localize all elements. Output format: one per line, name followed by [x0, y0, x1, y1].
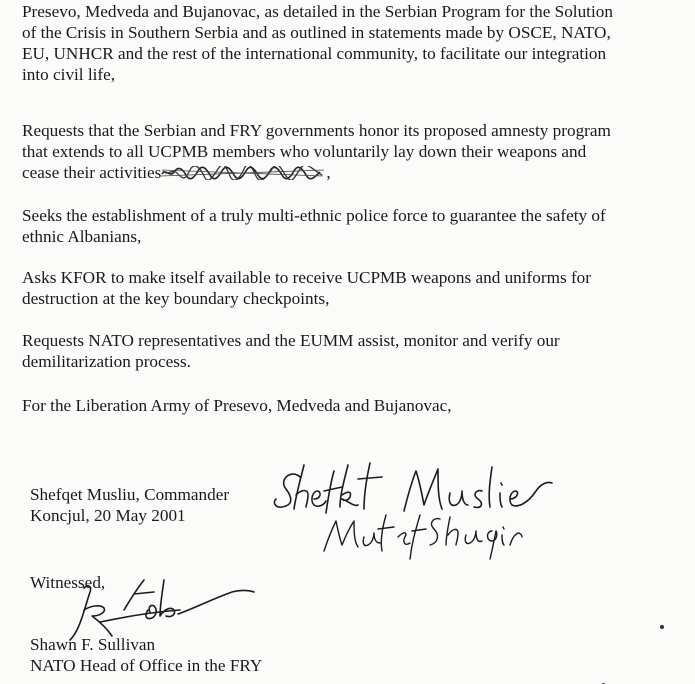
text-line: Requests NATO representatives and the EUMM assist, monitor and verify our: [22, 331, 560, 350]
paragraph-police-force: [22, 205, 687, 247]
text-line: Requests that the Serbian and FRY governments honor its proposed amnesty program: [22, 121, 611, 140]
signatory-place-date: Koncjul, 20 May 2001: [30, 506, 186, 525]
text-line: into civil life,: [22, 65, 116, 84]
paragraph-kfor: [22, 267, 687, 309]
witness-label: Witnessed,: [30, 573, 106, 592]
text-line: destruction at the key boundary checkpoints,: [22, 289, 330, 308]
paragraph-amnesty: [22, 120, 687, 183]
text-line-with-redaction: [22, 162, 687, 183]
text-line: Asks KFOR to make itself available to receive UCPMB weapons and uniforms for: [22, 268, 591, 287]
text-line: cease their activities: [22, 163, 162, 182]
punctuation: ,: [326, 163, 331, 182]
text-line: Presevo, Medveda and Bujanovac, as detailed in the Serbian Program for the Solution: [22, 2, 613, 21]
redaction-scribble: [160, 166, 326, 180]
signatory-name: Shefqet Musliu, Commander: [30, 485, 230, 504]
paragraph-closing: [22, 395, 687, 416]
text-line: demilitarization process.: [22, 352, 191, 371]
text-line: ethnic Albanians,: [22, 227, 142, 246]
text-line: For the Liberation Army of Presevo, Medveda and Bujanovac,: [22, 396, 452, 415]
witness-name: Shawn F. Sullivan: [30, 635, 156, 654]
text-line: that extends to all UCPMB members who voluntarily lay down their weapons and: [22, 142, 587, 161]
paragraph-nato-eumm: [22, 330, 687, 372]
text-line: EU, UNHCR and the rest of the international community, to facilitate our integration: [22, 44, 607, 63]
witness-info-block: [30, 634, 262, 676]
paragraph-preamble: [22, 1, 687, 85]
text-line: Seeks the establishment of a truly multi-ethnic police force to guarantee the safety of: [22, 206, 606, 225]
scan-speck: [660, 625, 664, 629]
witness-title: NATO Head of Office in the FRY: [30, 656, 263, 675]
signatory-block: [30, 484, 229, 526]
commander-signature: [270, 455, 560, 560]
text-line: of the Crisis in Southern Serbia and as outlined in statements made by OSCE, NATO,: [22, 23, 611, 42]
